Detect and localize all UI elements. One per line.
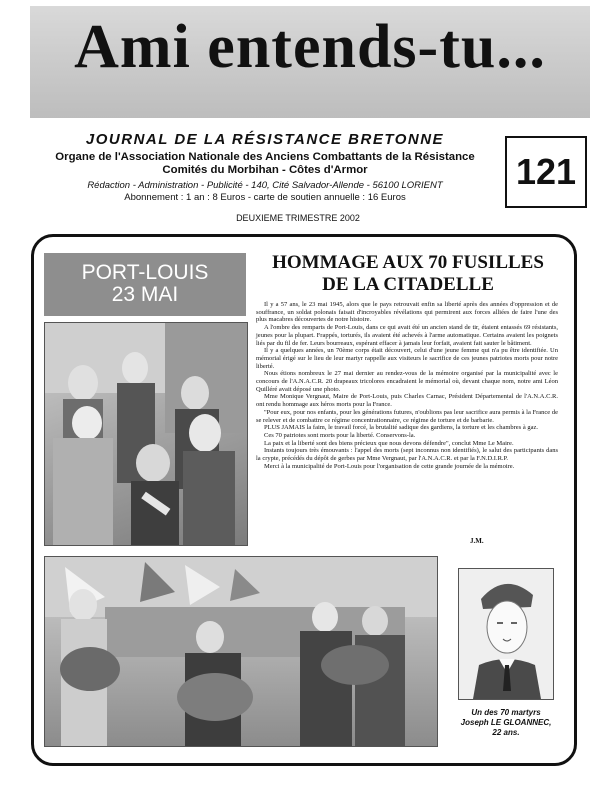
redaction-address: Rédaction - Administration - Publicité - 140, Cité Salvador-Allende - 56100 LORIENT bbox=[87, 180, 443, 191]
article-paragraph: A l'ombre des remparts de Port-Louis, dans ce qui avait été un ancien stand de tir, étaient entassés 69 résistants, jeunes pour la plupart. Frappés, torturés, ils avaient été achevés à l'arme automatique. Certains avaient les poignets liés par du fil de fer. Leurs bourreaux, espérant effacer à jamais leur forfait, avaient fait sauter le bâtiment. bbox=[256, 324, 558, 347]
article-paragraph: Il y a 57 ans, le 23 mai 1945, alors que le pays retrouvait enfin sa liberté après des années d'oppression et de souffrance, un soldat polonais faisait d'incroyables révélations qui permirent aux forces alliées de faire l'une des plus macabres découvertes de notre histoire. bbox=[256, 301, 558, 324]
article-paragraph: Il y a quelques années, un 70ème corps était découvert, celui d'une jeune femme qui n'a pu être identifiée. Un mémorial érigé sur le lieu de leur martyr rappelle aux visiteurs le sacrifice de ces jeunes patriotes morts pour notre liberté. bbox=[256, 347, 558, 370]
article-paragraph: Nous étions nombreux le 27 mai dernier au rendez-vous de la mémoire organisé par la municipalité avec le concours de l'A.N.A.C.R. 20 drapeaux tricolores encadraient le mémorial où, devant chaque nom, notre ami Léon Quilléré avait déposé une photo. bbox=[256, 370, 558, 393]
article-paragraph: "Pour eux, pour nos enfants, pour les générations futures, n'oublions pas leur sacrifice aura permis à la France de se relever et de combattre ce régime concentrationnaire, ce régime de torture et de barbarie. bbox=[256, 408, 558, 424]
article-paragraph: Mme Monique Vergnaut, Maire de Port-Louis, puis Charles Carnac, Président Départemental de l'A.N.A.C.R. ont rendu hommage aux héros morts pour la France. bbox=[256, 393, 558, 409]
banner-place: PORT-LOUIS bbox=[81, 261, 209, 284]
event-banner bbox=[44, 253, 246, 316]
banner-date: 23 MAI bbox=[111, 283, 179, 306]
caption-line-3: 22 ans. bbox=[492, 728, 520, 737]
newspaper-title: Ami entends-tu... bbox=[74, 13, 546, 81]
article-paragraph: Ces 70 patriotes sont morts pour la liberté. Conservons-la. bbox=[264, 431, 416, 439]
caption-line-1: Un des 70 martyrs bbox=[471, 708, 541, 717]
article-paragraph: Instants toujours très émouvants : l'appel des morts (sept inconnus non identifiés), le salut des participants dans la crypte, précédés du dépôt de gerbes par Mme Vergnaut, par l'A.N.A.C.R. et par la F.N.D.I.R.P. bbox=[256, 447, 558, 463]
organ-description bbox=[30, 151, 500, 177]
ceremony-photo-wreaths-drawing bbox=[45, 557, 437, 746]
portrait-caption bbox=[446, 708, 566, 738]
article-headline bbox=[256, 252, 560, 296]
masthead-banner bbox=[30, 6, 590, 118]
organ-line-1: Organe de l'Association Nationale des Anciens Combattants de la Résistance bbox=[55, 151, 475, 163]
article-paragraph: La paix et la liberté sont des biens précieux que nous devons défendre", conclut Mme Le Maire. bbox=[264, 439, 514, 447]
caption-line-2: Joseph LE GLOANNEC, bbox=[460, 718, 552, 727]
article-paragraph: PLUS JAMAIS la faim, le travail forcé, la brutalité sadique des gardiens, la torture et les chambres à gaz. bbox=[264, 424, 538, 432]
issue-number: 121 bbox=[505, 136, 587, 208]
headline-line-2: DE LA CITADELLE bbox=[322, 274, 494, 295]
journal-subtitle: JOURNAL DE LA RÉSISTANCE BRETONNE bbox=[85, 131, 445, 148]
martyr-portrait-drawing bbox=[459, 569, 553, 699]
subscription-info: Abonnement : 1 an : 8 Euros - carte de soutien annuelle : 16 Euros bbox=[124, 192, 406, 203]
article-signature: J.M. bbox=[470, 537, 484, 545]
ceremony-photo-wreaths bbox=[44, 556, 438, 747]
article-paragraph: Merci à la municipalité de Port-Louis pour l'organisation de cette grande journée de la mémoire. bbox=[264, 462, 515, 470]
article-body bbox=[256, 301, 558, 470]
martyr-portrait bbox=[458, 568, 554, 700]
organ-line-2: Comités du Morbihan - Côtes d'Armor bbox=[162, 164, 368, 176]
ceremony-photo-group bbox=[44, 322, 248, 546]
publication-quarter: DEUXIEME TRIMESTRE 2002 bbox=[236, 213, 360, 223]
headline-line-1: HOMMAGE AUX 70 FUSILLES bbox=[272, 252, 544, 273]
ceremony-photo-group-drawing bbox=[45, 323, 247, 545]
